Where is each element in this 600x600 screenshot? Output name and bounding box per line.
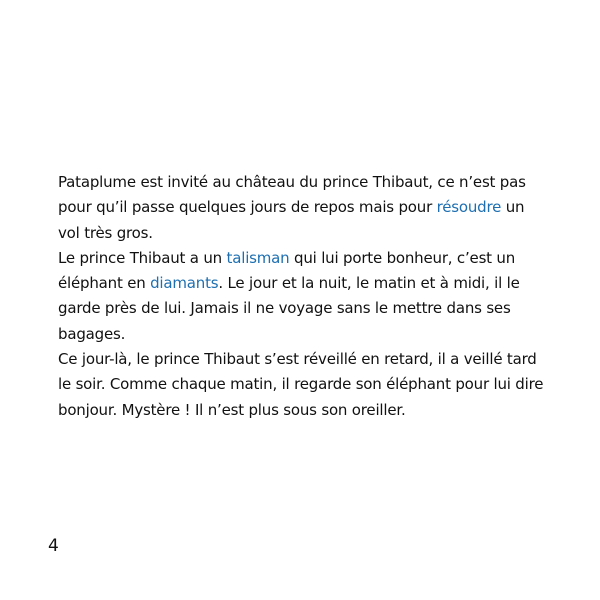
highlighted-word-diamants: diamants [150, 274, 219, 293]
paragraph-2-text-a: Le prince Thibaut a un [58, 248, 227, 267]
paragraph-1-text-a: Pataplume est invité au château du prince Thibaut, ce n’est pas pour qu’il passe quelques jours de repos mais pour [58, 173, 526, 217]
paragraph-2 [58, 246, 548, 347]
highlighted-word-resoudre: résoudre [436, 198, 502, 217]
page-number: 4 [48, 536, 59, 556]
paragraph-1 [58, 170, 548, 246]
paragraph-2-text-b: qui lui porte bonheur, c’est un éléphant en [58, 248, 516, 293]
story-text [58, 170, 548, 423]
paragraph-3: Ce jour-là, le prince Thibaut s’est réveillé en retard, il a veillé tard le soir. Comme chaque matin, il regarde son éléphant pour lui dire bonjour. Mystère ! Il n’est plus sous son oreiller. [58, 350, 544, 419]
highlighted-word-talisman: talisman [226, 248, 290, 267]
paragraph-1-text-b: un vol très gros. [58, 198, 525, 242]
paragraph-2-text-c: . Le jour et la nuit, le matin et à midi, il le garde près de lui. Jamais il ne voyage sans le mettre dans ses bagages. [58, 274, 520, 343]
